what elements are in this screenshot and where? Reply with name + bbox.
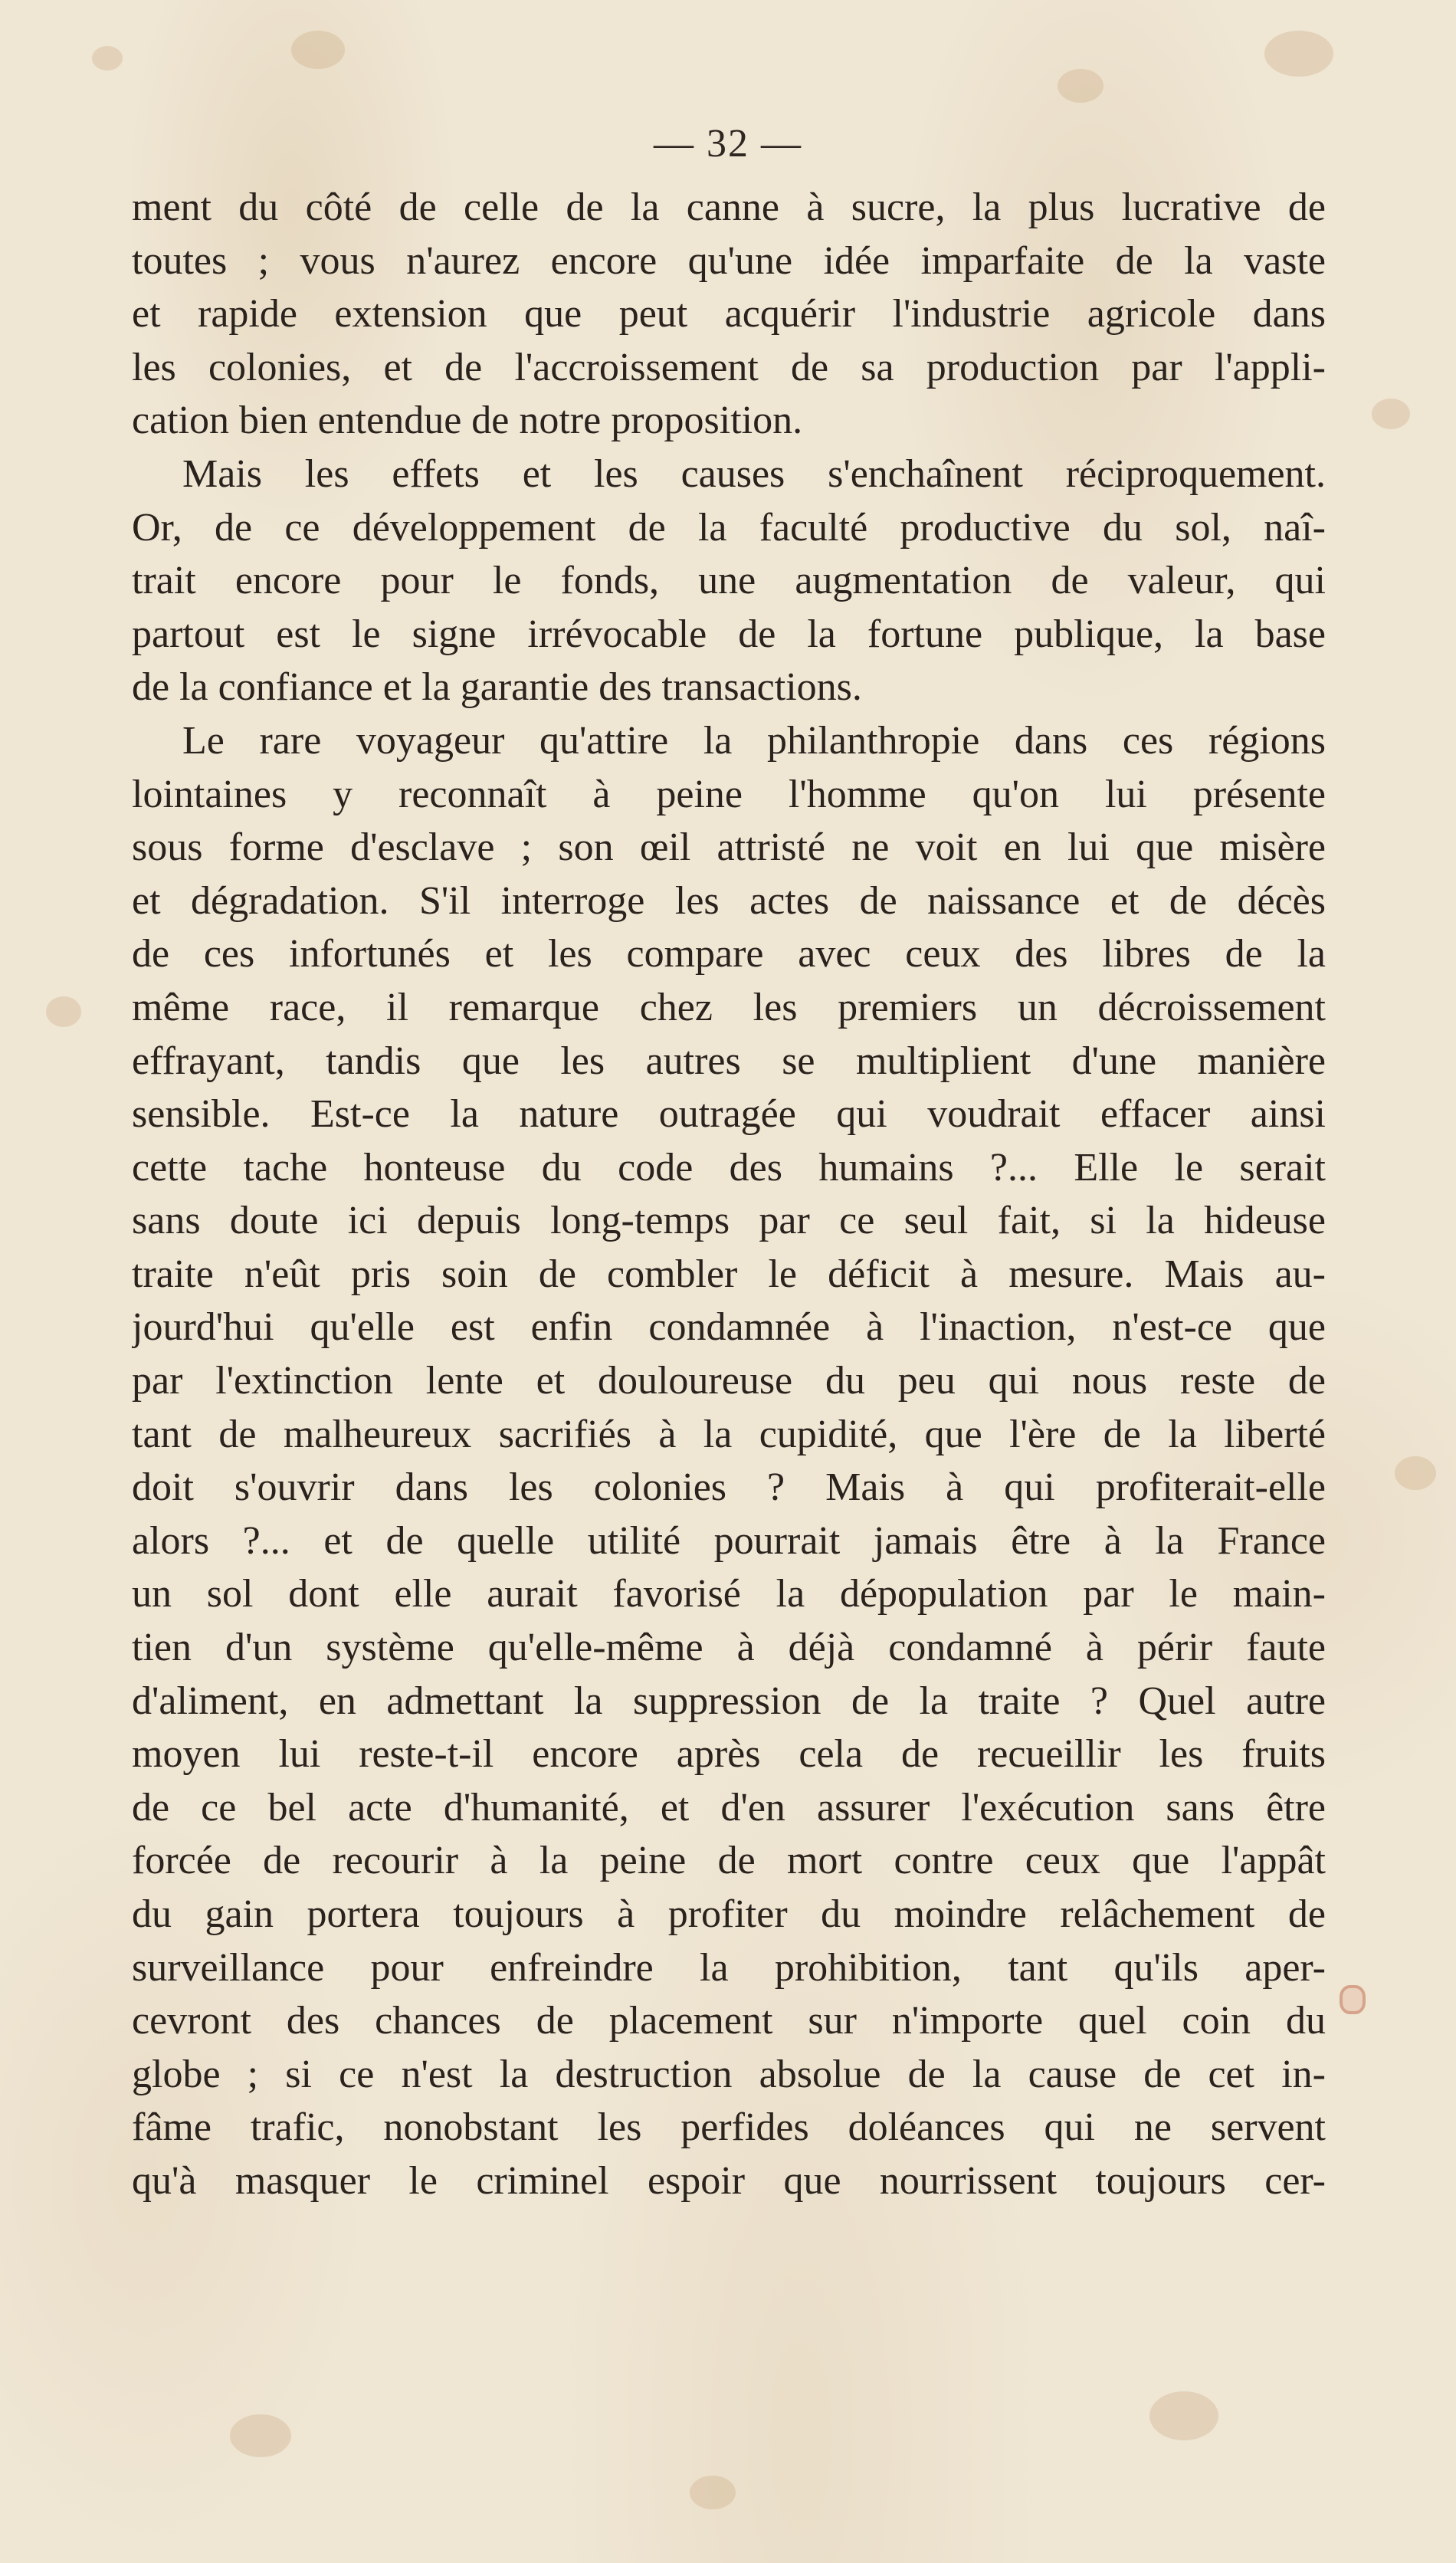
foxing-stain — [92, 46, 123, 71]
text-line: traite n'eût pris soin de combler le déficit à mesure. Mais au- — [132, 1252, 1326, 1296]
text-line: lointaines y reconnaît à peine l'homme qu'on lui présente — [132, 772, 1326, 816]
text-line: globe ; si ce n'est la destruction absolue de la cause de cet in- — [132, 2052, 1326, 2096]
text-line: du gain portera toujours à profiter du moindre relâchement de — [132, 1892, 1326, 1936]
text-line: et rapide extension que peut acquérir l'industrie agricole dans — [132, 292, 1326, 336]
foxing-stain — [46, 996, 81, 1027]
text-line: sensible. Est-ce la nature outragée qui voudrait effacer ainsi — [132, 1092, 1326, 1137]
text-line: Le rare voyageur qu'attire la philanthropie dans ces régions — [182, 718, 1326, 763]
text-line: même race, il remarque chez les premiers un décroissement — [132, 985, 1326, 1029]
text-line: un sol dont elle aurait favorisé la dépopulation par le main- — [132, 1572, 1326, 1616]
text-line: tien d'un système qu'elle-même à déjà condamné à périr faute — [132, 1626, 1326, 1670]
text-line: de ce bel acte d'humanité, et d'en assurer l'exécution sans être — [132, 1785, 1326, 1830]
text-line: sans doute ici depuis long-temps par ce seul fait, si la hideuse — [132, 1199, 1326, 1243]
foxing-stain — [1149, 2391, 1218, 2440]
text-line: forcée de recourir à la peine de mort contre ceux que l'appât — [132, 1839, 1326, 1883]
text-line: qu'à masquer le criminel espoir que nourrissent toujours cer- — [132, 2158, 1326, 2203]
text-line: les colonies, et de l'accroissement de sa production par l'appli- — [132, 345, 1326, 389]
text-line: effrayant, tandis que les autres se multiplient d'une manière — [132, 1039, 1326, 1083]
text-line: sous forme d'esclave ; son œil attristé ne voit en lui que misère — [132, 825, 1326, 870]
foxing-stain — [690, 2476, 736, 2509]
text-line: trait encore pour le fonds, une augmentation de valeur, qui — [132, 559, 1326, 603]
text-line: et dégradation. S'il interroge les actes de naissance et de décès — [132, 878, 1326, 923]
margin-stain — [1340, 1985, 1366, 2014]
text-line: cette tache honteuse du code des humains ?... Elle le serait — [132, 1145, 1326, 1190]
text-line: cevront des chances de placement sur n'importe quel coin du — [132, 1999, 1326, 2043]
text-line: tant de malheureux sacrifiés à la cupidité, que l'ère de la liberté — [132, 1412, 1326, 1456]
text-line: cation bien entendue de notre proposition. — [132, 399, 803, 443]
text-line: de ces infortunés et les compare avec ceux des libres de la — [132, 932, 1326, 976]
text-line: doit s'ouvrir dans les colonies ? Mais à qui profiterait-elle — [132, 1465, 1326, 1510]
text-line: partout est le signe irrévocable de la fortune publique, la base — [132, 612, 1326, 656]
text-line: Mais les effets et les causes s'enchaînent réciproquement. — [182, 451, 1326, 496]
text-line: fâme trafic, nonobstant les perfides doléances qui ne servent — [132, 2105, 1326, 2150]
text-line: de la confiance et la garantie des transactions. — [132, 665, 862, 710]
text-line: Or, de ce développement de la faculté productive du sol, naî- — [132, 505, 1326, 550]
text-line: alors ?... et de quelle utilité pourrait jamais être à la France — [132, 1518, 1326, 1563]
foxing-stain — [1058, 69, 1103, 103]
foxing-stain — [1395, 1456, 1436, 1490]
body-text — [132, 181, 1326, 2208]
text-line: par l'extinction lente et douloureuse du peu qui nous reste de — [132, 1359, 1326, 1403]
foxing-stain — [1372, 399, 1410, 429]
page-number: — 32 — — [654, 122, 802, 166]
text-line: surveillance pour enfreindre la prohibition, tant qu'ils aper- — [132, 1945, 1326, 1990]
text-line: ment du côté de celle de la canne à sucre, la plus lucrative de — [132, 185, 1326, 229]
text-line: d'aliment, en admettant la suppression de la traite ? Quel autre — [132, 1679, 1326, 1723]
foxing-stain — [291, 31, 345, 69]
text-line: jourd'hui qu'elle est enfin condamnée à l'inaction, n'est-ce que — [132, 1305, 1326, 1350]
text-line: toutes ; vous n'aurez encore qu'une idée imparfaite de la vaste — [132, 238, 1326, 283]
foxing-stain — [1264, 31, 1333, 77]
foxing-stain — [230, 2414, 291, 2457]
text-line: moyen lui reste-t-il encore après cela de recueillir les fruits — [132, 1732, 1326, 1777]
